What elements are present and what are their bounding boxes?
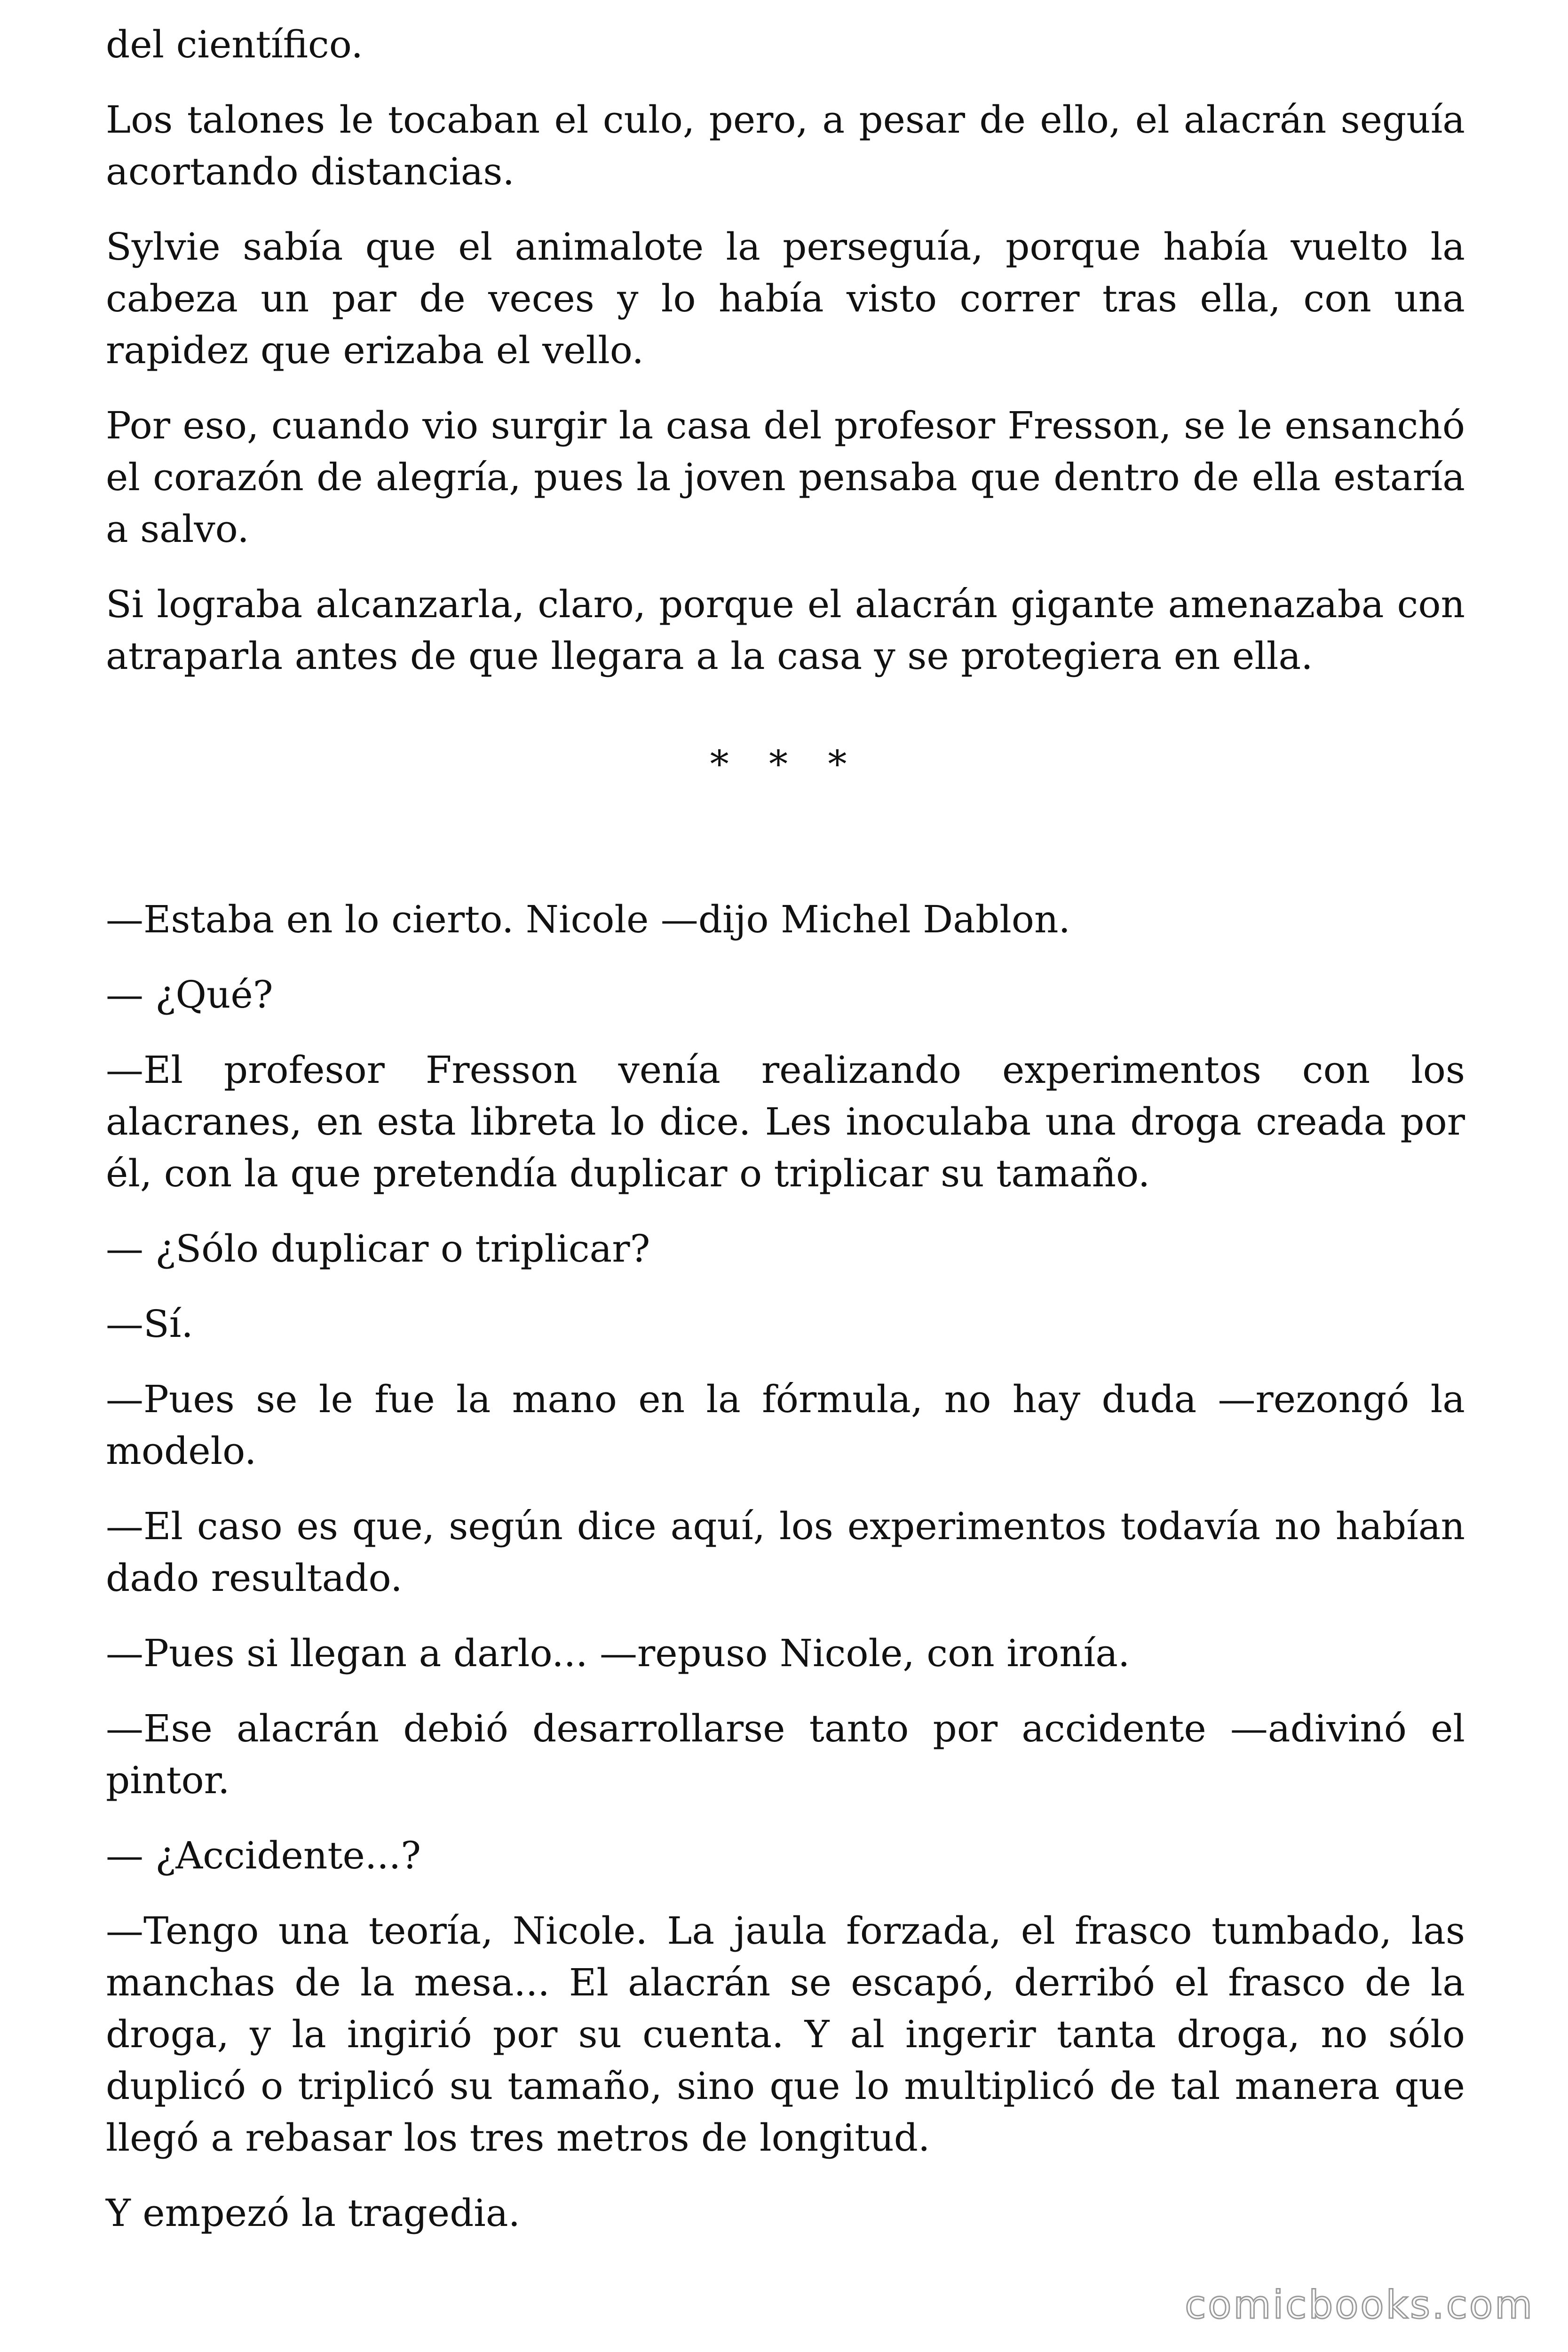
paragraph: Si lograba alcanzarla, claro, porque el alacrán gigante amenazaba con atraparla antes de que llegara a la casa y se protegiera en ella. [106, 582, 1465, 678]
paragraph: —Tengo una teoría, Nicole. La jaula forzada, el frasco tumbado, las manchas de la mesa... El alacrán se escapó, derribó el frasco de la droga, y la ingirió por su cuenta. Y al ingerir tanta droga, no sólo duplicó o triplicó su tamaño, sino que lo multiplicó de tal manera que llegó a rebasar los tres metros de longitud. [106, 1909, 1465, 2160]
paragraph: del científico. [106, 23, 363, 66]
paragraph: —Pues se le fue la mano en la fórmula, no hay duda —rezongó la modelo. [106, 1377, 1465, 1473]
section-separator: * * * [710, 742, 861, 786]
paragraph: Sylvie sabía que el animalote la perseguía, porque había vuelto la cabeza un par de veces y lo había visto correr tras ella, con una rapidez que erizaba el vello. [106, 225, 1465, 372]
paragraph: Y empezó la tragedia. [106, 2191, 521, 2235]
paragraph: — ¿Qué? [106, 973, 273, 1017]
paragraph: —Pues si llegan a darlo... —repuso Nicole, con ironía. [106, 1631, 1130, 1675]
paragraph: —Sí. [106, 1302, 193, 1346]
paragraph: — ¿Sólo duplicar o triplicar? [106, 1227, 650, 1271]
watermark: comicbooks.com [1185, 2283, 1534, 2328]
paragraph: —Ese alacrán debió desarrollarse tanto por accidente —adivinó el pintor. [106, 1707, 1465, 1802]
paragraph: —El caso es que, según dice aquí, los experimentos todavía no habían dado resultado. [106, 1504, 1465, 1600]
paragraph: Los talones le tocaban el culo, pero, a pesar de ello, el alacrán seguía acortando distancias. [106, 98, 1465, 193]
paragraph: — ¿Accidente...? [106, 1834, 421, 1877]
paragraph: —El profesor Fresson venía realizando experimentos con los alacranes, en esta libreta lo dice. Les inoculaba una droga creada por él, con la que pretendía duplicar o triplicar su tamaño. [106, 1048, 1465, 1195]
book-page [106, 19, 1465, 2263]
paragraph: Por eso, cuando vio surgir la casa del profesor Fresson, se le ensanchó el corazón de alegría, pues la joven pensaba que dentro de ella estaría a salvo. [106, 404, 1465, 551]
paragraph: —Estaba en lo cierto. Nicole —dijo Michel Dablon. [106, 898, 1070, 941]
